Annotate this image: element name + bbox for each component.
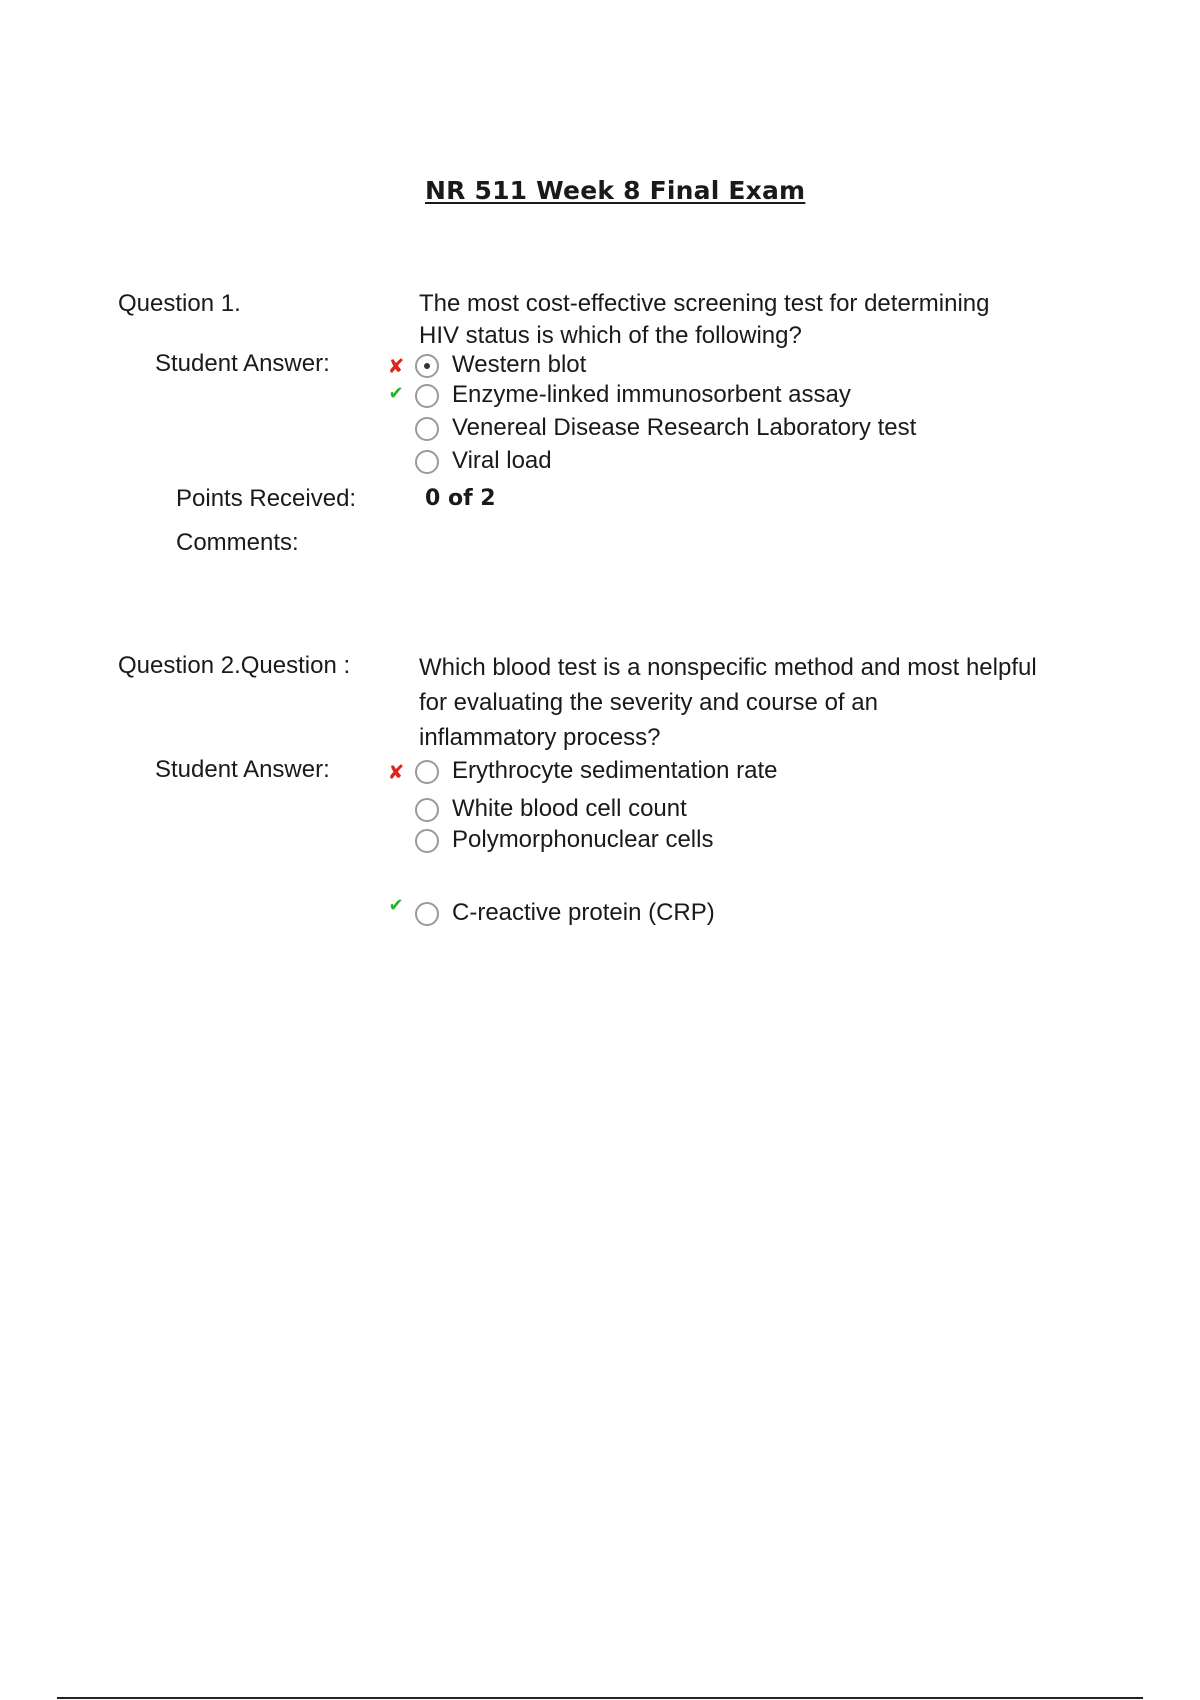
- radio-button-selected[interactable]: [415, 354, 439, 378]
- points-received-label: Points Received:: [176, 485, 357, 512]
- radio-button[interactable]: [415, 902, 439, 926]
- answer-option[interactable]: [415, 756, 1015, 786]
- incorrect-x-icon: ✘: [387, 762, 405, 784]
- radio-button[interactable]: [415, 798, 439, 822]
- option-label: Western blot: [452, 351, 587, 378]
- radio-button[interactable]: [415, 450, 439, 474]
- option-label: Enzyme-linked immunosorbent assay: [452, 381, 851, 408]
- question-text-line: for evaluating the severity and course of an: [419, 689, 878, 716]
- question-1-label: Question 1.: [118, 290, 241, 317]
- radio-button[interactable]: [415, 829, 439, 853]
- correct-check-icon: ✔: [388, 895, 404, 915]
- footer-divider: [57, 1697, 1143, 1699]
- option-label: White blood cell count: [452, 795, 687, 822]
- radio-button[interactable]: [415, 384, 439, 408]
- question-2-label: Question 2.Question :: [118, 652, 351, 679]
- question-text-line: Which blood test is a nonspecific method and most helpful: [419, 654, 1037, 681]
- student-answer-label: Student Answer:: [155, 350, 330, 377]
- student-answer-label: Student Answer:: [155, 756, 330, 783]
- answer-option[interactable]: [415, 825, 1015, 855]
- option-label: Polymorphonuclear cells: [452, 826, 714, 853]
- points-value: 0 of 2: [425, 486, 496, 511]
- question-1-text: [419, 288, 1139, 352]
- radio-button[interactable]: [415, 417, 439, 441]
- answer-option[interactable]: [415, 380, 1015, 410]
- answer-option[interactable]: [415, 898, 1015, 928]
- question-2-text: [419, 650, 1139, 755]
- answer-option[interactable]: [415, 446, 1015, 476]
- question-text-line: The most cost-effective screening test for determining: [419, 290, 990, 317]
- page-title: NR 511 Week 8 Final Exam: [425, 176, 806, 205]
- option-label: C-reactive protein (CRP): [452, 899, 715, 926]
- option-label: Viral load: [452, 447, 552, 474]
- option-label: Erythrocyte sedimentation rate: [452, 757, 778, 784]
- incorrect-x-icon: ✘: [387, 356, 405, 378]
- answer-option[interactable]: [415, 350, 1015, 380]
- option-label: Venereal Disease Research Laboratory test: [452, 414, 917, 441]
- answer-option[interactable]: [415, 413, 1015, 443]
- comments-label: Comments:: [176, 529, 299, 556]
- question-text-line: HIV status is which of the following?: [419, 322, 802, 349]
- correct-check-icon: ✔: [388, 383, 404, 403]
- answer-option[interactable]: [415, 794, 1015, 824]
- radio-button[interactable]: [415, 760, 439, 784]
- question-text-line: inflammatory process?: [419, 724, 661, 751]
